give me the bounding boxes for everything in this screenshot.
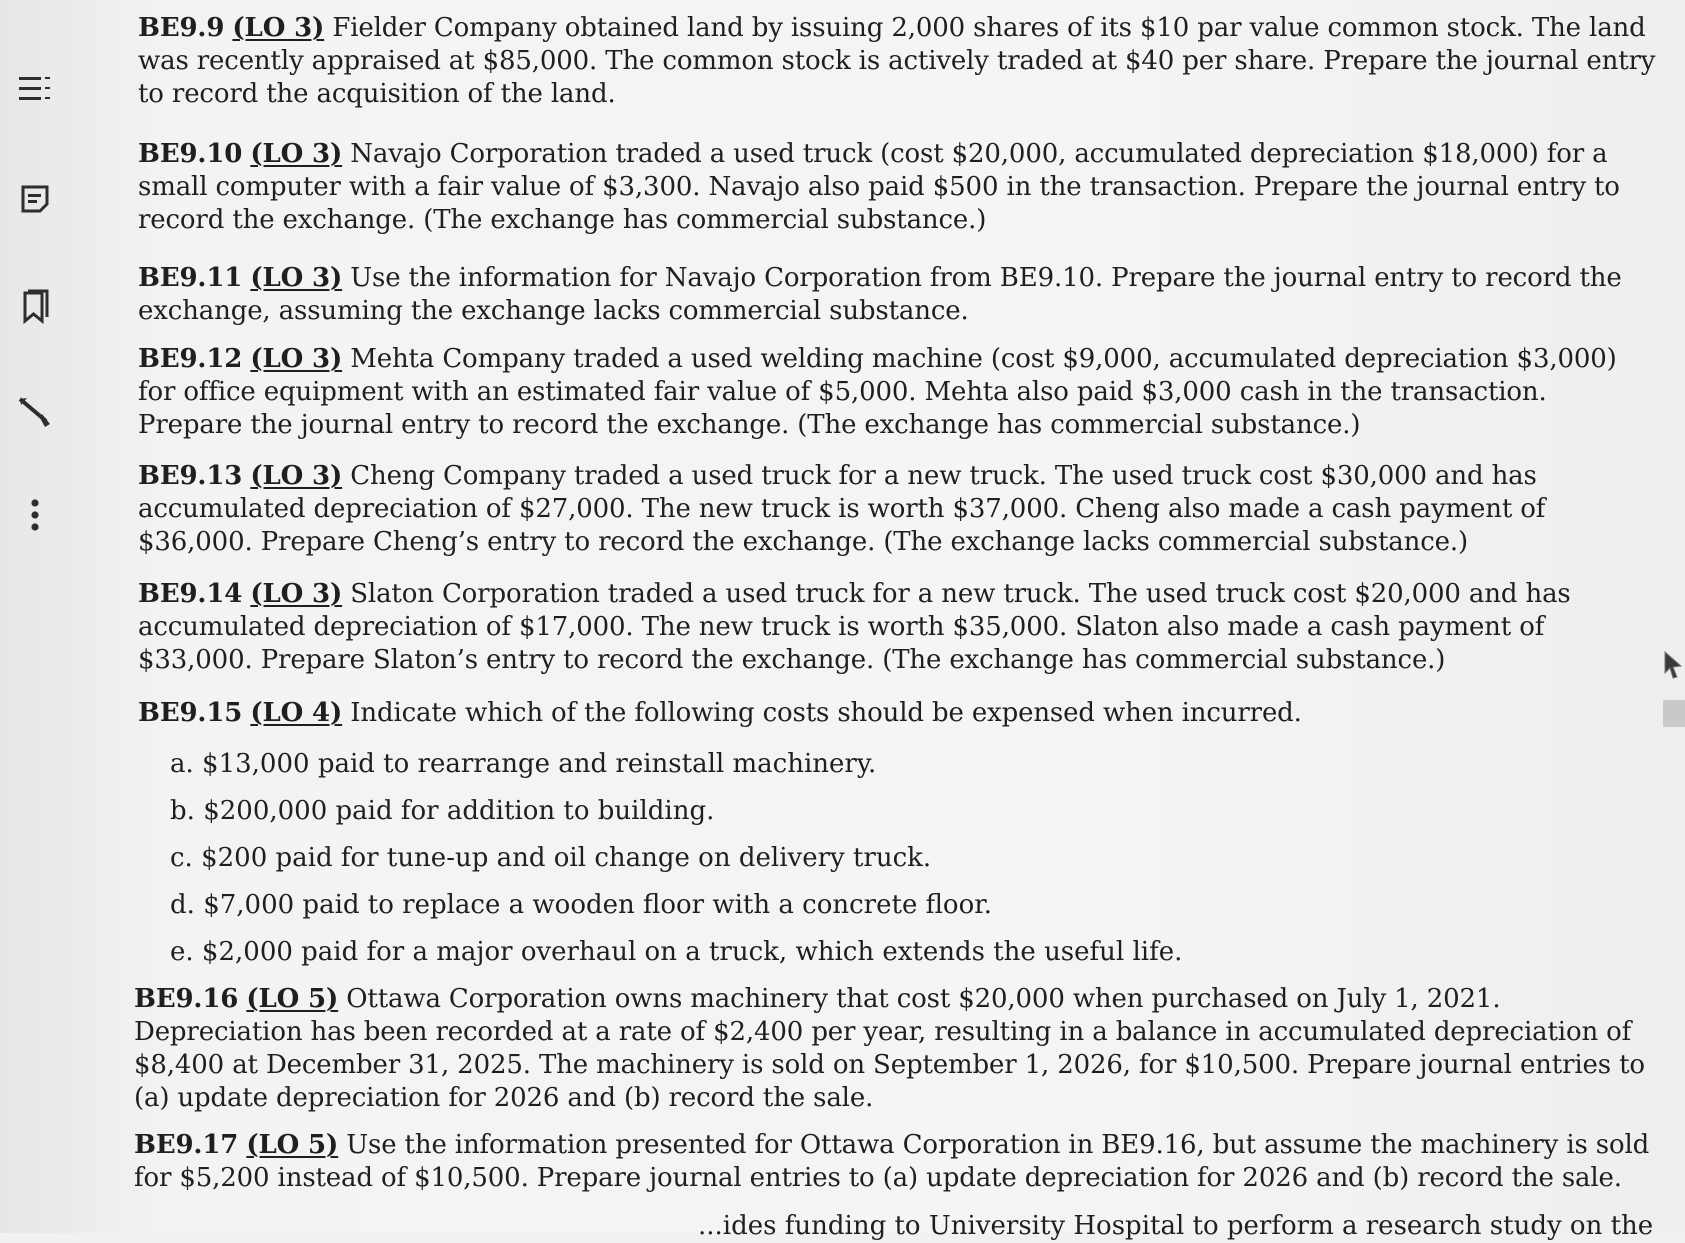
item-letter: c. <box>170 843 193 873</box>
learning-objective: (LO 3) <box>232 13 325 43</box>
pen-icon[interactable] <box>14 390 56 432</box>
item-text: $13,000 paid to rearrange and reinstall machinery. <box>202 749 877 779</box>
exercise-id: BE9.11 <box>138 263 243 293</box>
exercise-id: BE9.14 <box>138 579 243 609</box>
exercise-be9-13 <box>138 460 1658 559</box>
more-options-icon[interactable] <box>14 494 56 536</box>
exercise-text: Slaton Corporation traded a used truck for a new truck. The used truck cost $20,000 and has accumulated depreciation of $17,000. The new truck is worth $35,000. Slaton also made a cash payment of $33,000. Prepare Slaton’s entry to record the exchange. (The exchange has commercial substance.) <box>138 579 1571 675</box>
learning-objective: (LO 5) <box>246 984 339 1014</box>
exercise-id: BE9.17 <box>134 1130 239 1160</box>
exercise-id: BE9.9 <box>138 13 225 43</box>
item-letter: e. <box>170 937 194 967</box>
exercise-text: Mehta Company traded a used welding machine (cost $9,000, accumulated depreciation $3,000) for office equipment with an estimated fair value of $5,000. Mehta also paid $3,000 cash in the transaction. Prepare the journal entry to record the exchange. (The exchange has commercial substance.) <box>138 344 1617 440</box>
exercise-be9-9 <box>138 12 1658 111</box>
exercise-id: BE9.15 <box>138 698 243 728</box>
learning-objective: (LO 3) <box>250 579 343 609</box>
learning-objective: (LO 3) <box>250 344 343 374</box>
list-item <box>170 842 931 875</box>
exercise-id: BE9.12 <box>138 344 243 374</box>
exercise-be9-16 <box>134 983 1658 1115</box>
list-lines-icon[interactable] <box>14 68 56 110</box>
list-item <box>170 936 1182 969</box>
item-text: $200,000 paid for addition to building. <box>203 796 715 826</box>
exercise-id: BE9.16 <box>134 984 239 1014</box>
exercise-id: BE9.10 <box>138 139 243 169</box>
exercise-text: Fielder Company obtained land by issuing 2,000 shares of its $10 par value common stock. The land was recently appraised at $85,000. The common stock is actively traded at $40 per share. Prepare the journal entry to record the acquisition of the land. <box>138 13 1656 109</box>
cursor-arrow-icon <box>1663 650 1683 684</box>
exercise-id: BE9.13 <box>138 461 243 491</box>
note-icon[interactable] <box>14 178 56 220</box>
exercise-be9-14 <box>138 578 1658 677</box>
scrollbar-thumb[interactable] <box>1663 700 1685 727</box>
left-toolbar <box>0 0 80 1233</box>
list-item <box>170 748 876 781</box>
bookmark-icon[interactable] <box>14 286 56 328</box>
item-text: $200 paid for tune-up and oil change on delivery truck. <box>201 843 932 873</box>
learning-objective: (LO 4) <box>250 698 343 728</box>
exercise-be9-12 <box>138 343 1658 442</box>
exercise-be9-10 <box>138 138 1658 237</box>
item-letter: d. <box>170 890 195 920</box>
item-text: $2,000 paid for a major overhaul on a truck, which extends the useful life. <box>201 937 1183 967</box>
item-letter: b. <box>170 796 195 826</box>
list-item <box>170 795 714 828</box>
exercise-be9-17 <box>134 1129 1658 1195</box>
learning-objective: (LO 5) <box>246 1130 339 1160</box>
item-text: $7,000 paid to replace a wooden floor with a concrete floor. <box>203 890 993 920</box>
exercise-text: Ottawa Corporation owns machinery that cost $20,000 when purchased on July 1, 2021. Depreciation has been recorded at a rate of $2,400 per year, resulting in a balance in accumulated depreciation of $8,400 at December 31, 2025. The machinery is sold on September 1, 2026, for $10,500. Prepare journal entries to (a) update depreciation for 2026 and (b) record the sale. <box>134 984 1645 1113</box>
exercise-be9-15 <box>138 697 1302 730</box>
exercise-text: Use the information presented for Ottawa Corporation in BE9.16, but assume the machinery is sold for $5,200 instead of $10,500. Prepare journal entries to (a) update depreciation for 2026 and (b) record the sale. <box>134 1130 1650 1193</box>
right-scroll-area <box>1661 0 1685 1233</box>
exercise-be9-11 <box>138 262 1658 328</box>
item-letter: a. <box>170 749 194 779</box>
learning-objective: (LO 3) <box>250 263 343 293</box>
exercise-text: Navajo Corporation traded a used truck (cost $20,000, accumulated depreciation $18,000) for a small computer with a fair value of $3,300. Navajo also paid $500 in the transaction. Prepare the journal entry to record the exchange. (The exchange has commercial substance.) <box>138 139 1620 235</box>
learning-objective: (LO 3) <box>250 461 343 491</box>
exercise-text: Use the information for Navajo Corporation from BE9.10. Prepare the journal entry to record the exchange, assuming the exchange lacks commercial substance. <box>138 263 1622 326</box>
learning-objective: (LO 3) <box>250 139 343 169</box>
list-item <box>170 889 992 922</box>
cutoff-text-line: ...ides funding to University Hospital to perform a research study on the <box>698 1211 1654 1241</box>
exercise-text: Cheng Company traded a used truck for a new truck. The used truck cost $30,000 and has accumulated depreciation of $27,000. The new truck is worth $37,000. Cheng also made a cash payment of $36,000. Prepare Cheng’s entry to record the exchange. (The exchange lacks commercial substance.) <box>138 461 1546 557</box>
exercise-text: Indicate which of the following costs should be expensed when incurred. <box>350 698 1302 728</box>
